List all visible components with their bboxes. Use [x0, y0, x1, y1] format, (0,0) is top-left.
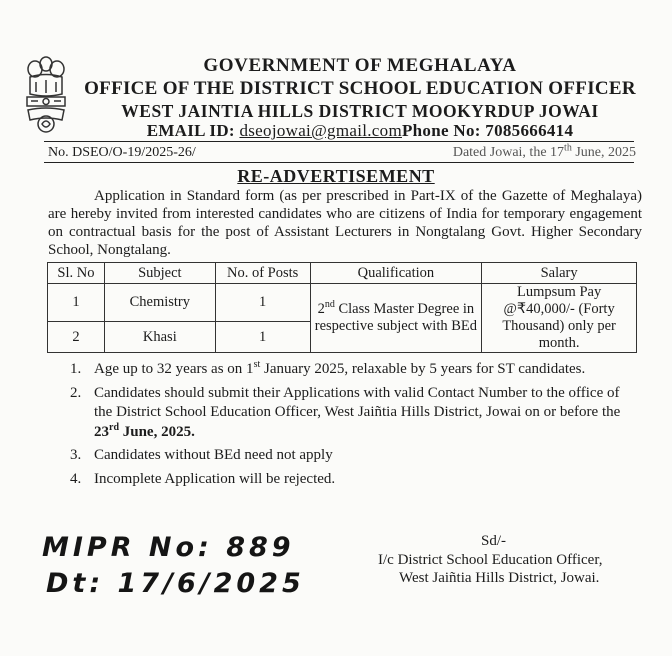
header-district: WEST JAINTIA HILLS DISTRICT MOOKYRDUP JOWAI — [121, 101, 599, 121]
header-qualification: Qualification — [310, 263, 482, 284]
reference-number: No. DSEO/O-19/2025-26/ — [48, 145, 196, 160]
handwritten-date — [38, 558, 318, 614]
signatory-office: West Jaiñtia Hills District, Jowai. — [399, 570, 600, 586]
header-contact — [70, 121, 650, 141]
phone-label: Phone No: — [401, 121, 481, 140]
condition-bed: 3. Candidates without BEd need not apply — [70, 447, 333, 463]
header-government: GOVERNMENT OF MEGHALAYA — [203, 55, 517, 76]
email-label: EMAIL ID: — [146, 121, 235, 140]
header-subject: Subject — [104, 263, 215, 284]
header-no-of-posts: No. of Posts — [215, 263, 310, 284]
cell-sl-no: 1 — [48, 284, 105, 322]
cell-sl-no: 2 — [48, 322, 105, 353]
header-rule-top — [44, 141, 634, 142]
notice-title: RE-ADVERTISEMENT — [237, 166, 435, 186]
cell-subject: Khasi — [104, 322, 215, 353]
posts-table — [47, 262, 637, 353]
phone-number: 7085666414 — [485, 121, 574, 140]
table-row — [48, 284, 637, 322]
header-office: OFFICE OF THE DISTRICT SCHOOL EDUCATION OFFICER — [84, 78, 636, 99]
signature-sd: Sd/- — [481, 533, 507, 549]
cell-qualification: 2nd Class Master Degree in respective subject with BEd — [310, 284, 482, 353]
header-sl-no: Sl. No — [48, 263, 105, 284]
cell-posts: 1 — [215, 322, 310, 353]
header-salary: Salary — [482, 263, 637, 284]
svg-text:Dt: 17/6/2025: Dt: 17/6/2025 — [46, 568, 305, 599]
header-rule-bottom — [44, 162, 634, 163]
dated-line: Dated Jowai, the 17th June, 2025 — [452, 142, 636, 160]
state-emblem-icon — [22, 52, 70, 136]
condition-submission: 2. Candidates should submit their Applications with valid Contact Number to the office of the District School Education Officer, West Jaiñtia Hills District, Jowai on or before the 23rd June, 2025. — [70, 384, 621, 440]
condition-age: 1. Age up to 32 years as on 1st January 2025, relaxable by 5 years for ST candidates. — [70, 359, 586, 377]
body-paragraph: Application in Standard form (as per prescribed in Part-IX of the Gazette of Meghalaya) are hereby invited from interested candidates who are citizens of India for temporary engagement on contractual basis for the post of Assistant Lecturers in Nongtalang Govt. Higher Secondary School, Nongtalang. — [48, 188, 642, 258]
cell-salary: Lumpsum Pay @₹40,000/- (Forty Thousand) only per month. — [482, 284, 637, 353]
signatory-designation: I/c District School Education Officer, — [378, 552, 603, 568]
condition-incomplete: 4. Incomplete Application will be rejected. — [70, 470, 336, 487]
svg-text:MIPR No: 889: MIPR No: 889 — [42, 532, 295, 563]
cell-posts: 1 — [215, 284, 310, 322]
email-address[interactable]: dseojowai@gmail.com — [239, 121, 402, 140]
cell-subject: Chemistry — [104, 284, 215, 322]
conditions-list — [48, 360, 638, 493]
table-header-row — [48, 263, 637, 284]
